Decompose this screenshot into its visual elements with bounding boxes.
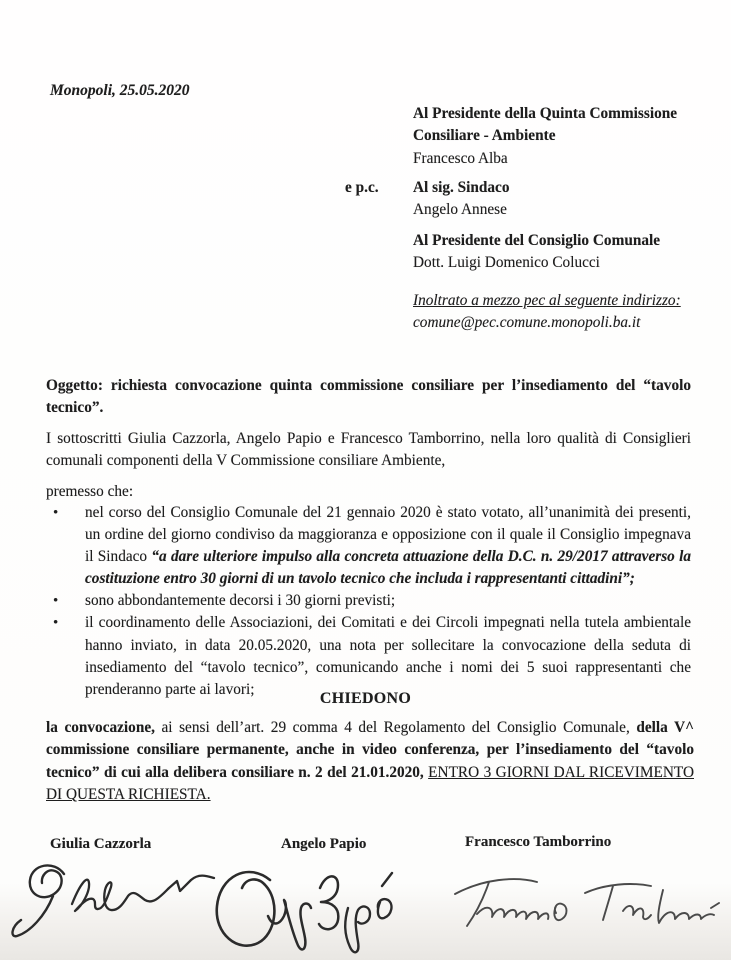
bullet-item-1 [46, 502, 691, 590]
request-part4: ENTRO 3 GIORNI DAL RICEVIMENTO DI QUESTA RICHIESTA. [46, 763, 694, 804]
signature-francesco-tamborrino-icon [443, 866, 725, 938]
premise-bullet-list [46, 502, 691, 701]
bullet2-text: sono abbondantemente decorsi i 30 giorni previsti; [85, 592, 396, 610]
bullet1-quote: “a dare ulteriore impulso alla concreta attuazione della D.C. n. 29/2017 attraverso la costituzione entro 30 giorni di un tavolo tecnico che includa i rappresentanti cittadini” [85, 548, 691, 588]
request-part2: ai sensi dell’art. 29 comma 4 del Regolamento del Consiglio Comunale, [154, 719, 637, 736]
request-part3: della V^ commissione consiliare permanente, anche in video conferenza, per l’insediamento del “tavolo tecnico” di cui alla delibera consiliare n. 2 del 21.01.2020, [46, 719, 695, 781]
signatory-name-giulia-cazzorla: Giulia Cazzorla [50, 836, 152, 852]
signatory-name-francesco-tamborrino: Francesco Tamborrino [465, 834, 612, 850]
bullet-item-3 [46, 612, 691, 700]
dateline: Monopoli, 25.05.2020 [50, 82, 190, 99]
request-paragraph [46, 717, 694, 807]
signature-angelo-papio-icon [208, 858, 403, 960]
bullet1-text: nel corso del Consiglio Comunale del 21 gennaio 2020 è stato votato, all’unanimità dei presenti, un ordine del giorno condiviso da maggioranza e opposizione con il quale il Consiglio impegnava il Sindaco [85, 504, 691, 566]
recipient-cc-presidente-consiglio [413, 230, 713, 275]
recipient-primary-name: Francesco Alba [413, 149, 508, 167]
cc2-title: Al Presidente del Consiglio Comunale [413, 232, 661, 249]
cc1-title: Al sig. Sindaco [413, 179, 510, 196]
bullet1-tail: ; [629, 570, 635, 588]
recipient-cc-sindaco [413, 177, 713, 222]
recipient-primary-title-line2: Consiliare - Ambiente [413, 127, 556, 145]
chiedono-heading: CHIEDONO [319, 690, 412, 707]
bullet3-text: il coordinamento delle Associazioni, dei Comitati e dei Circoli impegnati nella tutela ambientale hanno inviato, in data 20.05.2020, una nota per sollecitare la convocazione della seduta di insediamento del “tavolo tecnico”, comunicando anche i nomi dei 5 suoi rappresentanti che prenderanno parte ai lavori; [85, 614, 691, 698]
signatory-name-angelo-papio: Angelo Papio [281, 836, 367, 852]
recipient-primary-title-line1: Al Presidente della Quinta Commissione [413, 105, 678, 122]
pec-block [413, 290, 723, 335]
intro-paragraph: I sottoscritti Giulia Cazzorla, Angelo Papio e Francesco Tamborrino, nella loro qualità di Consiglieri comunali componenti della V Commissione consiliare Ambiente, [46, 430, 691, 470]
request-part1: la convocazione, [46, 719, 155, 736]
cc1-name: Angelo Annese [413, 201, 507, 219]
subject-line: Oggetto: richiesta convocazione quinta commissione consiliare per l’insediamento del “tavolo tecnico”. [46, 377, 691, 417]
recipient-primary [413, 103, 713, 170]
cc2-name: Dott. Luigi Domenico Colucci [413, 254, 600, 272]
cc-label: e p.c. [345, 179, 379, 196]
premise-label: premesso che: [46, 483, 134, 500]
pec-note: Inoltrato a mezzo pec al seguente indirizzo: [413, 292, 681, 309]
bullet-item-2 [46, 590, 691, 612]
pec-address: comune@pec.comune.monopoli.ba.it [413, 314, 641, 332]
